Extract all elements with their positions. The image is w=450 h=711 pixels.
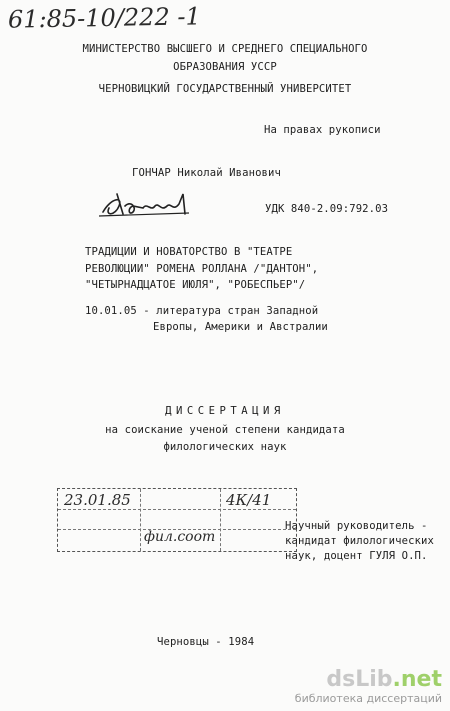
university-name: ЧЕРНОВИЦКИЙ ГОСУДАРСТВЕННЫЙ УНИВЕРСИТЕТ <box>98 83 352 95</box>
degree-line-1: на соискание ученой степени кандидата <box>105 424 345 436</box>
ministry-line-1: МИНИСТЕРСТВО ВЫСШЕГО И СРЕДНЕГО СПЕЦИАЛЬНОГО <box>82 43 368 55</box>
archive-number: 61:85-10/222 -1 <box>7 2 201 34</box>
supervisor-line-2: кандидат филологических <box>285 535 434 547</box>
specialty-line-1: 10.01.05 - литература стран Западной <box>85 305 319 317</box>
author-signature <box>97 186 207 226</box>
dslib-watermark <box>295 668 442 705</box>
udc-code: УДК 840-2.09:792.03 <box>265 203 389 215</box>
degree-line-2: филологических наук <box>163 441 287 453</box>
supervisor-line-3: наук, доцент ГУЛЯ О.П. <box>285 550 428 562</box>
title-line-2: РЕВОЛЮЦИИ" РОМЕНА РОЛЛАНА /"ДАНТОН", <box>85 263 319 275</box>
stamp-date: 23.01.85 <box>64 491 131 509</box>
library-stamp <box>57 488 297 552</box>
dslib-tagline: библиотека диссертаций <box>294 692 442 705</box>
dslib-logo: dsLib.net <box>326 667 442 692</box>
supervisor-line-1: Научный руководитель - <box>285 520 428 532</box>
author-name: ГОНЧАР Николай Иванович <box>132 167 281 179</box>
dissertation-heading: ДИССЕРТАЦИЯ <box>165 405 285 417</box>
place-year: Черновцы - 1984 <box>157 636 255 648</box>
stamp-note: фил.соот <box>144 529 216 545</box>
title-line-3: "ЧЕТЫРНАДЦАТОЕ ИЮЛЯ", "РОБЕСПЬЕР"/ <box>85 279 306 291</box>
specialty-line-2: Европы, Америки и Австралии <box>153 321 328 333</box>
title-line-1: ТРАДИЦИИ И НОВАТОРСТВО В "ТЕАТРЕ <box>85 246 293 258</box>
ministry-line-2: ОБРАЗОВАНИЯ УССР <box>173 61 277 73</box>
rights-note: На правах рукописи <box>264 124 381 136</box>
stamp-code: 4К/41 <box>226 491 272 509</box>
